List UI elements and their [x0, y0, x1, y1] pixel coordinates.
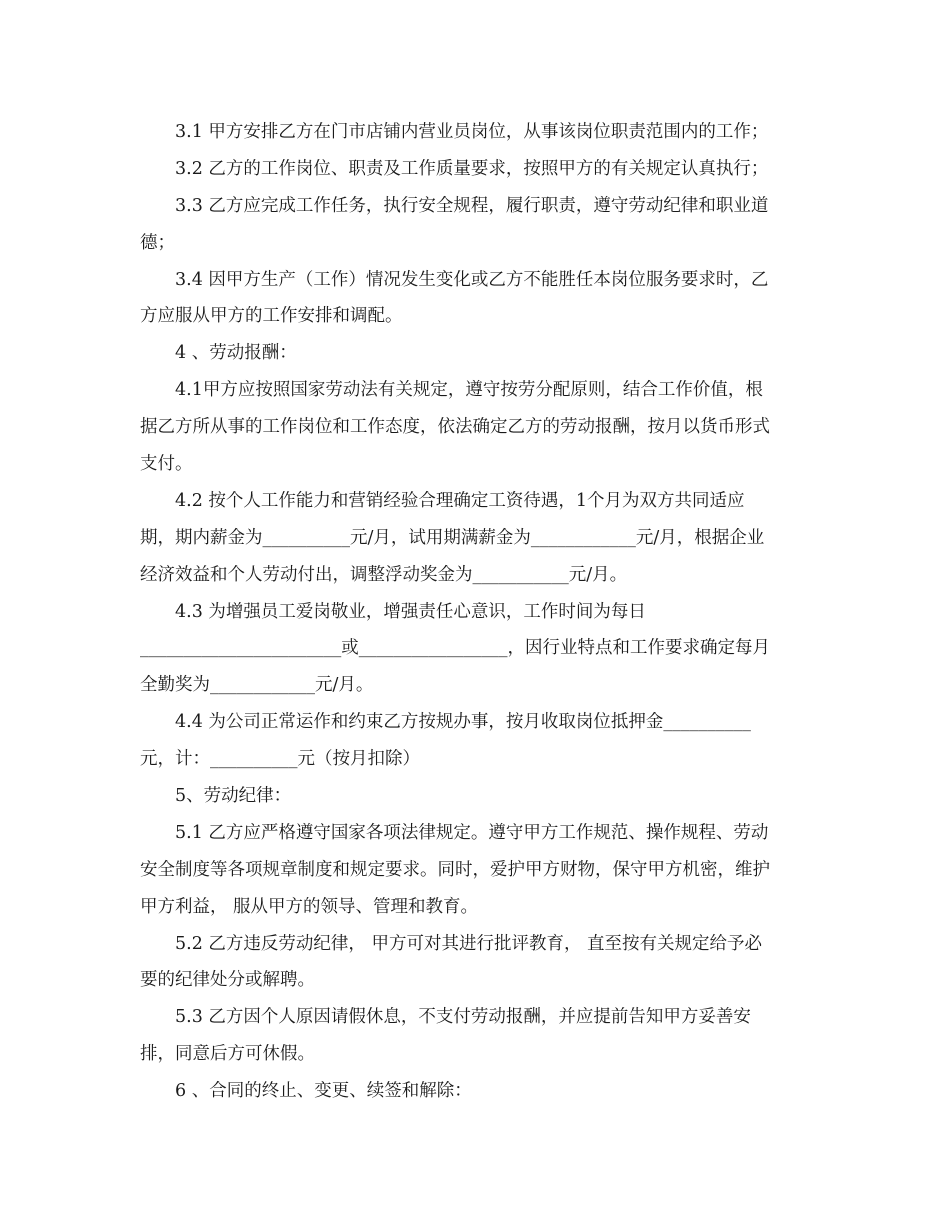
paragraph-5-2: 5.2 乙方违反劳动纪律， 甲方可对其进行批评教育， 直至按有关规定给予必 — [175, 933, 763, 954]
document-body — [140, 114, 812, 1110]
paragraph-5-3-continued: 排，同意后方可休假。 — [140, 1044, 315, 1065]
section-5-heading: 5、劳动纪律： — [175, 786, 292, 807]
paragraph-4-4: 4.4 为公司正常运作和约束乙方按规办事，按月收取岗位抵押金__________ — [175, 712, 751, 733]
paragraph-3-1: 3.1 甲方安排乙方在门市店铺内营业员岗位，从事该岗位职责范围内的工作； — [175, 122, 769, 142]
paragraph-3-3: 3.3 乙方应完成工作任务，执行安全规程，履行职责，遵守劳动纪律和职业道 — [175, 195, 769, 216]
paragraph-4-4-continued: 元，计：__________元（按月扣除） — [140, 749, 420, 770]
paragraph-3-4: 3.4 因甲方生产（工作）情况发生变化或乙方不能胜任本岗位服务要求时，乙 — [175, 269, 769, 290]
paragraph-5-1: 5.1 乙方应严格遵守国家各项法律规定。遵守甲方工作规范、操作规程、劳动 — [175, 822, 769, 843]
paragraph-3-2: 3.2 乙方的工作岗位、职责及工作质量要求，按照甲方的有关规定认真执行； — [175, 158, 769, 179]
paragraph-4-3-end: 全勤奖为____________元/月。 — [140, 675, 374, 696]
paragraph-4-2-end: 经济效益和个人劳动付出，调整浮动奖金为___________元/月。 — [140, 564, 628, 585]
paragraph-5-2-continued: 要的纪律处分或解聘。 — [140, 970, 315, 991]
paragraph-4-3-continued: _______________________或_________________，因行业特点和工作要求确定每月 — [140, 638, 770, 659]
section-4-heading: 4 、劳动报酬： — [175, 343, 297, 364]
paragraph-5-1-continued: 安全制度等各项规章制度和规定要求。同时，爱护甲方财物，保守甲方机密，维护 — [140, 859, 770, 880]
section-6-heading: 6 、合同的终止、变更、续签和解除： — [175, 1081, 472, 1102]
paragraph-5-1-end: 甲方利益， 服从甲方的领导、管理和教育。 — [140, 896, 479, 917]
paragraph-5-3: 5.3 乙方因个人原因请假休息，不支付劳动报酬，并应提前告知甲方妥善安 — [175, 1007, 751, 1028]
paragraph-3-3-continued: 德； — [140, 232, 175, 253]
paragraph-4-3: 4.3 为增强员工爱岗敬业，增强责任心意识，工作时间为每日 — [175, 601, 646, 622]
paragraph-3-4-continued: 方应服从甲方的工作安排和调配。 — [140, 306, 403, 327]
paragraph-4-1: 4.1甲方应按照国家劳动法有关规定，遵守按劳分配原则，结合工作价值，根 — [175, 380, 763, 401]
paragraph-4-1-continued: 据乙方所从事的工作岗位和工作态度，依法确定乙方的劳动报酬，按月以货币形式 — [140, 417, 770, 438]
paragraph-4-1-end: 支付。 — [140, 454, 193, 475]
paragraph-4-2-continued: 期，期内薪金为__________元/月，试用期满薪金为____________元/月，根据企业 — [140, 527, 765, 548]
paragraph-4-2: 4.2 按个人工作能力和营销经验合理确定工资待遇，1个月为双方共同适应 — [175, 490, 745, 511]
